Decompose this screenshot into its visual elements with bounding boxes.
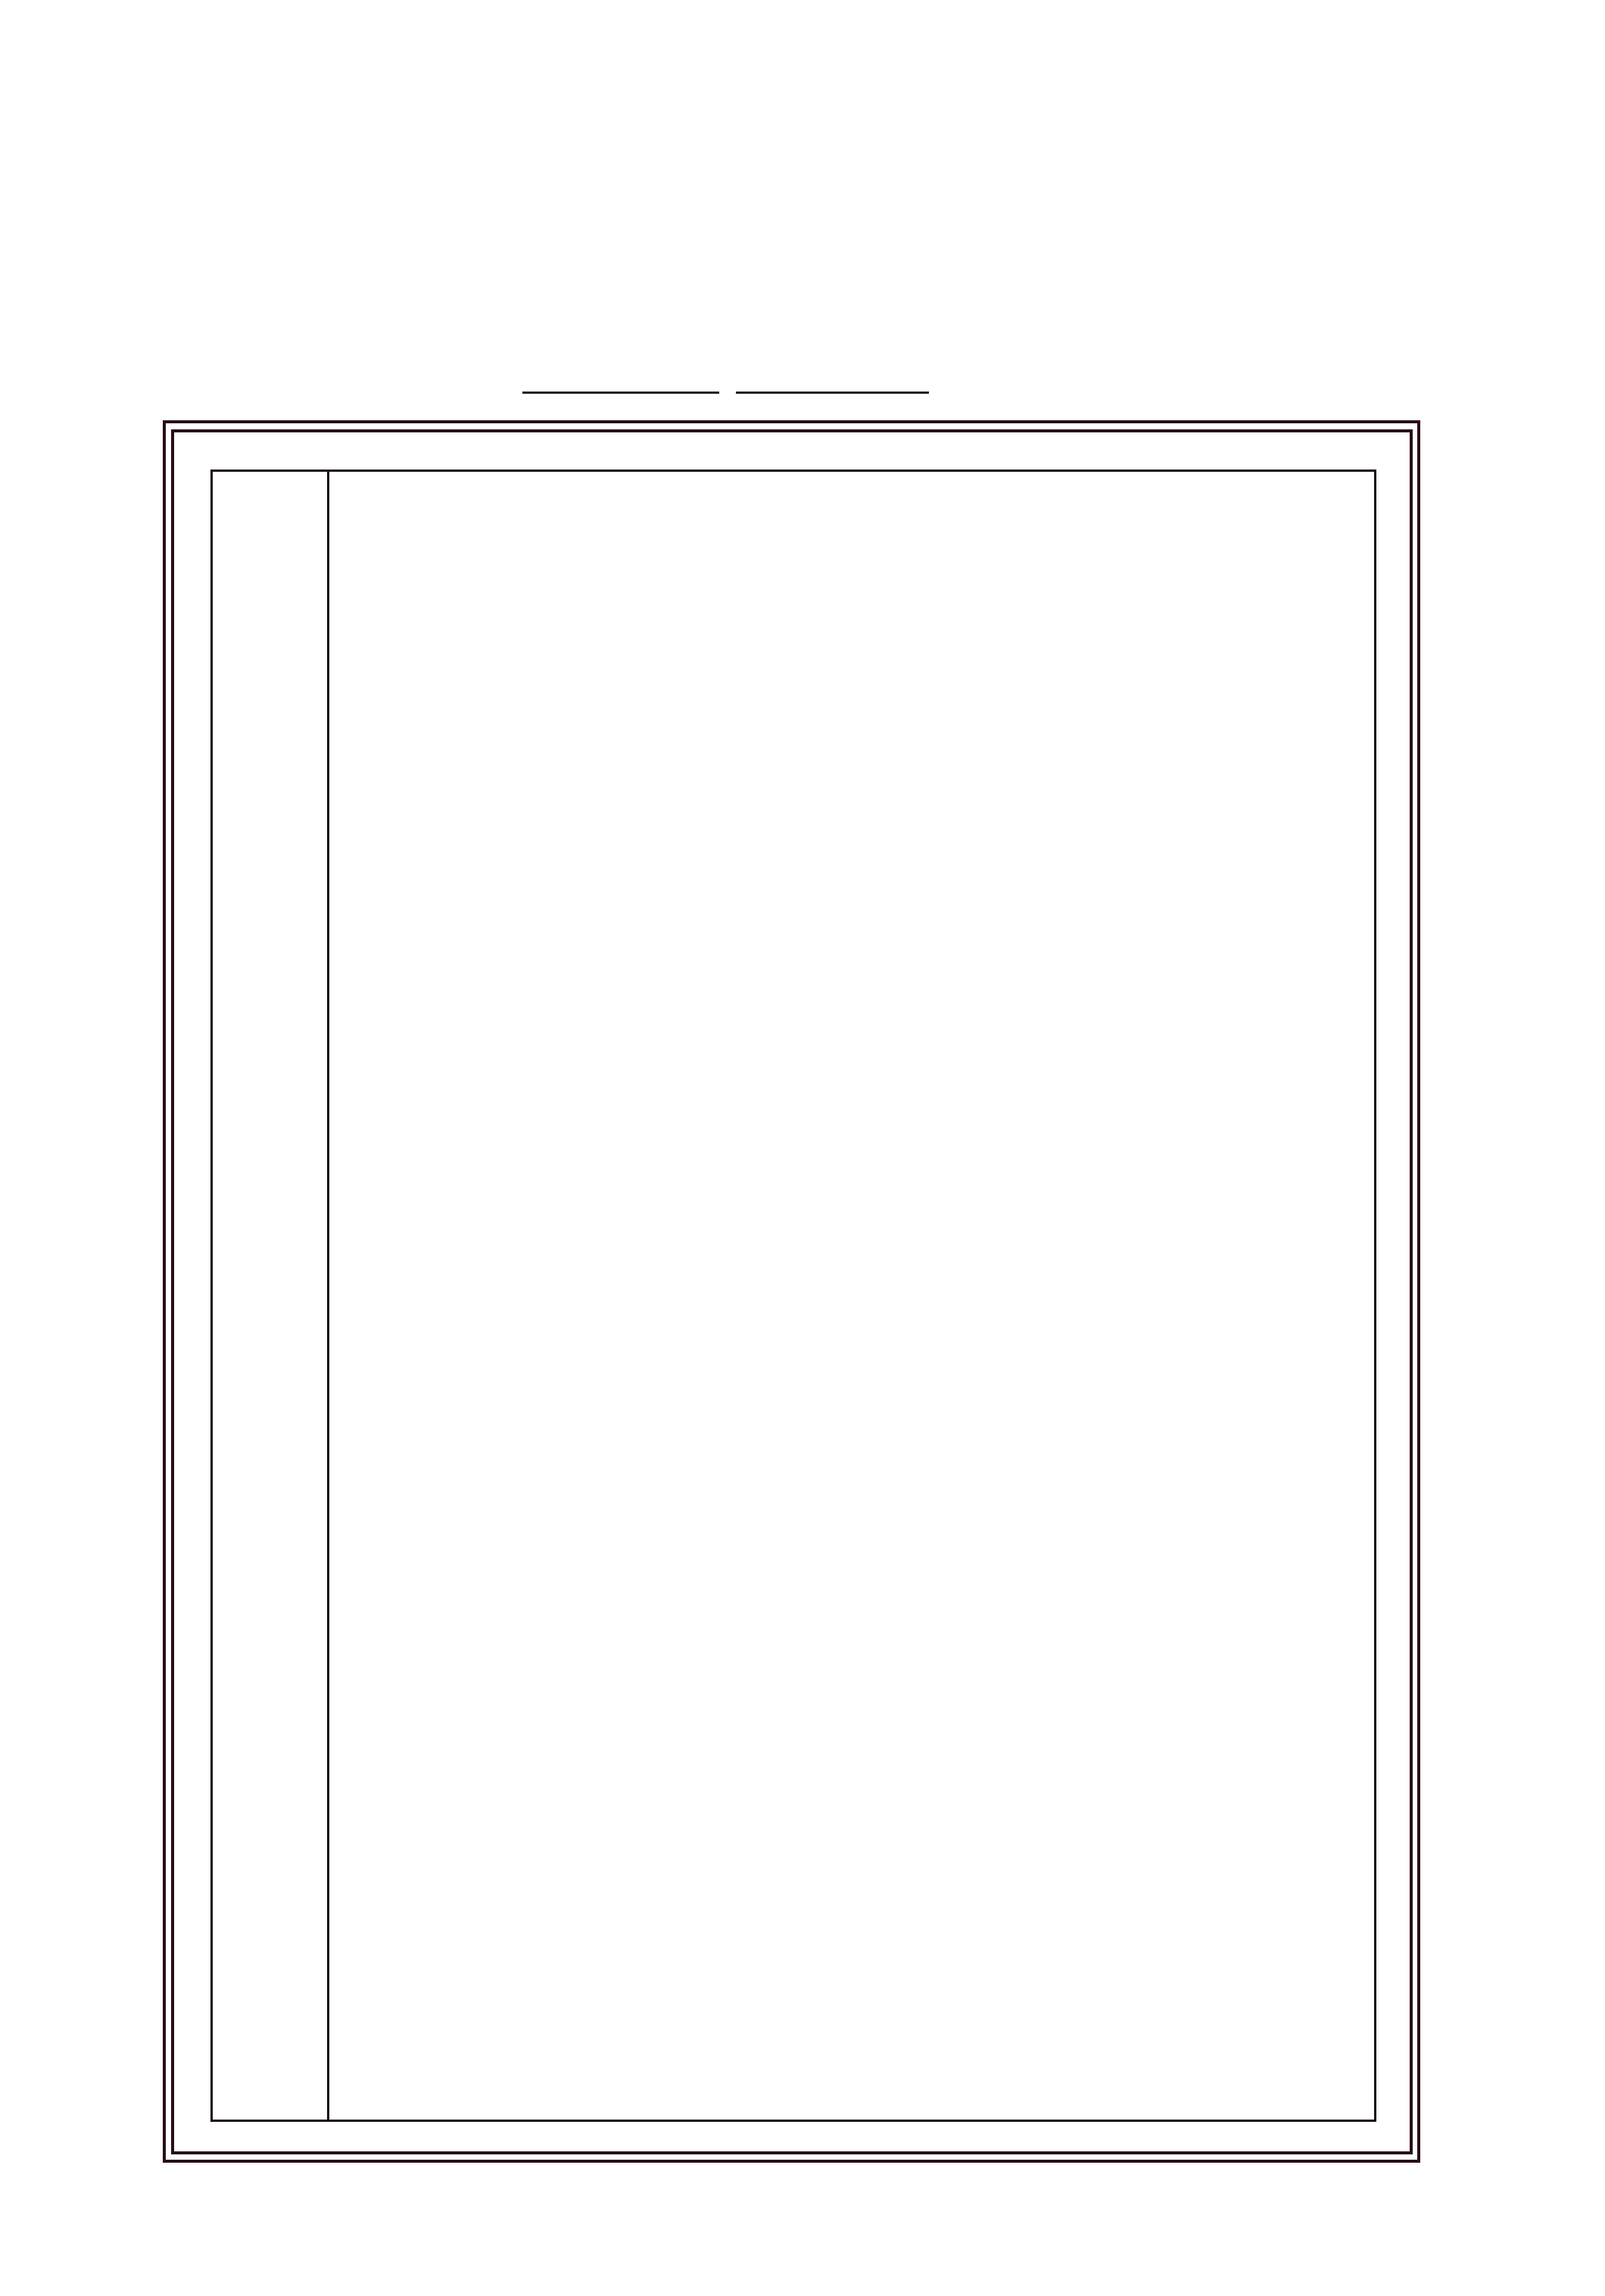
- level-field[interactable]: [736, 338, 929, 394]
- level-value: [736, 387, 781, 392]
- signature-column: [210, 469, 329, 2122]
- writing-grid: [210, 469, 1376, 2122]
- candidate-info-row: [522, 333, 929, 394]
- name-field[interactable]: [522, 338, 719, 394]
